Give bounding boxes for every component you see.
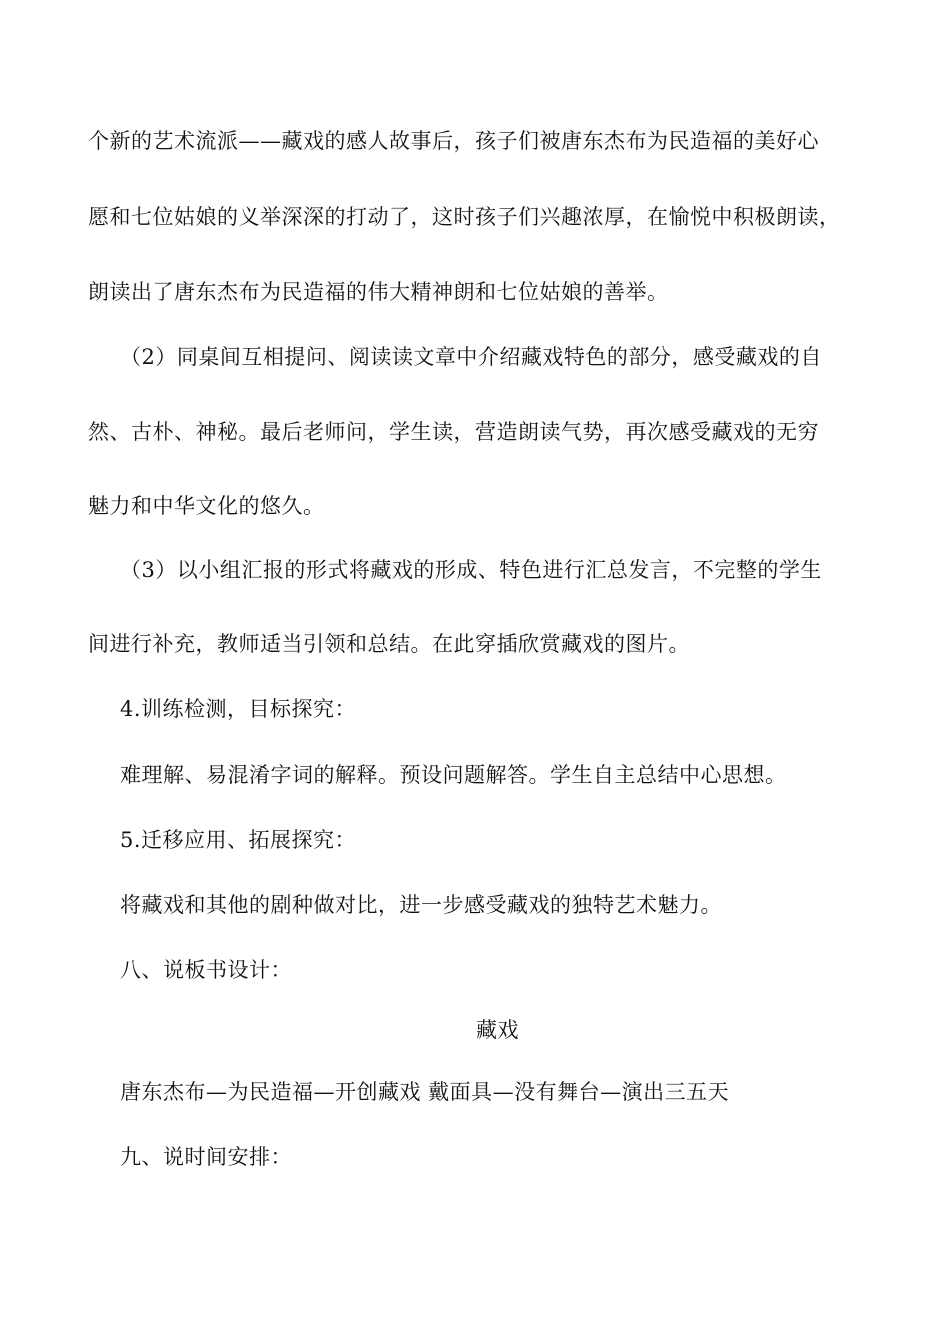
section-8-heading: 八、说板书设计：	[120, 958, 292, 982]
paragraph-1-line-1: 个新的艺术流派——藏戏的感人故事后，孩子们被唐东杰布为民造福的美好心	[88, 129, 819, 153]
paragraph-2-line-3: 魅力和中华文化的悠久。	[88, 494, 325, 518]
paragraph-2-line-1: （2）同桌间互相提问、阅读读文章中介绍藏戏特色的部分，感受藏戏的自	[120, 345, 822, 369]
paragraph-1-line-3: 朗读出了唐东杰布为民造福的伟大精神朗和七位姑娘的善举。	[88, 280, 669, 304]
step-4-body: 难理解、易混淆字词的解释。预设问题解答。学生自主总结中心思想。	[120, 763, 787, 787]
board-title: 藏戏	[476, 1018, 519, 1042]
board-content: 唐东杰布—为民造福—开创藏戏 戴面具—没有舞台—演出三五天	[120, 1080, 730, 1104]
paragraph-1-line-2: 愿和七位姑娘的义举深深的打动了，这时孩子们兴趣浓厚，在愉悦中积极朗读，	[88, 205, 841, 229]
step-4-heading: 4.训练检测，目标探究：	[120, 697, 357, 721]
paragraph-2-line-2: 然、古朴、神秘。最后老师问，学生读，营造朗读气势，再次感受藏戏的无穷	[88, 420, 819, 444]
step-5-heading: 5.迁移应用、拓展探究：	[120, 828, 357, 852]
paragraph-3-line-1: （3）以小组汇报的形式将藏戏的形成、特色进行汇总发言，不完整的学生	[120, 558, 822, 582]
step-5-body: 将藏戏和其他的剧种做对比，进一步感受藏戏的独特艺术魅力。	[120, 893, 722, 917]
section-9-heading: 九、说时间安排：	[120, 1145, 292, 1169]
paragraph-3-line-2: 间进行补充，教师适当引领和总结。在此穿插欣赏藏戏的图片。	[88, 632, 690, 656]
